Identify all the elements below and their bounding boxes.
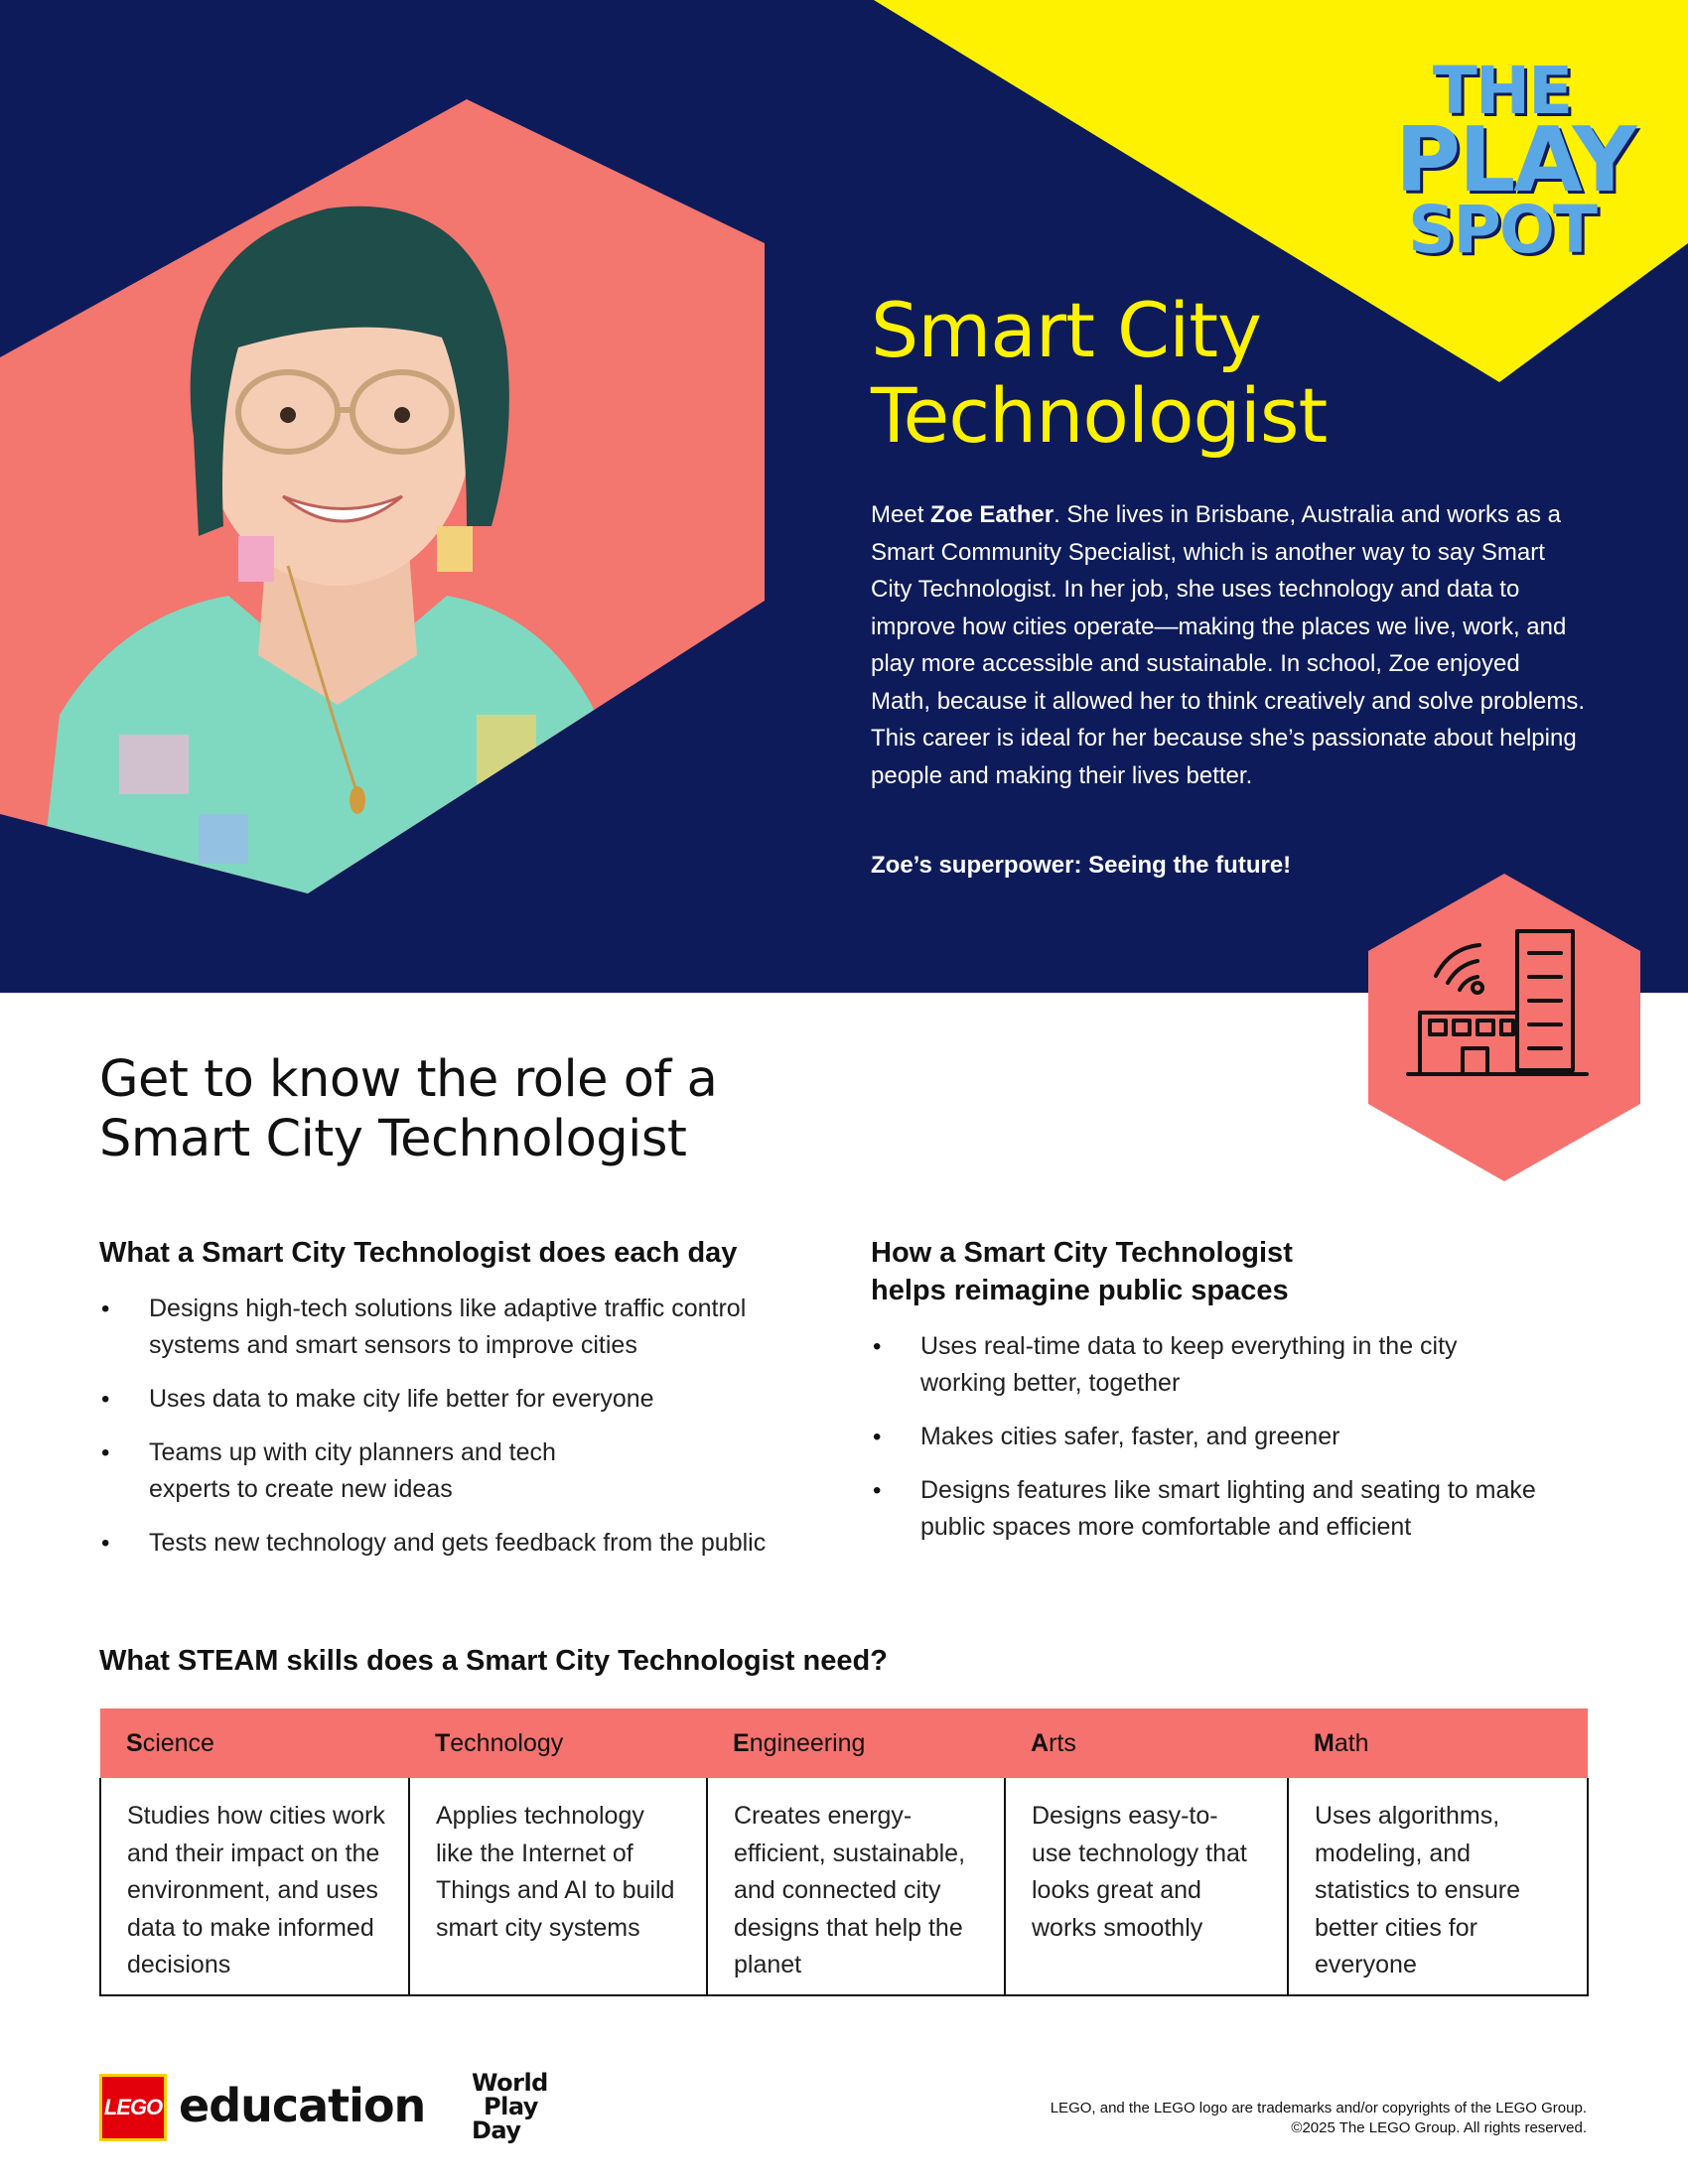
superpower-text: Zoe’s superpower: Seeing the future! — [871, 852, 1292, 879]
cell-engineering: Creates energy-efficient, sustainable, and connected city designs that help the planet — [707, 1778, 1005, 1995]
legal-notice — [892, 2099, 1587, 2138]
header-math: Math — [1288, 1708, 1588, 1778]
intro-name: Zoe Eather — [930, 501, 1055, 528]
logo-line-play: PLAY — [1395, 108, 1635, 213]
role-section-title — [99, 1050, 993, 1169]
header-technology: Technology — [409, 1708, 707, 1778]
list-item: • Designs features like smart lighting and seating to make public spaces more comfortable and efficient — [871, 1472, 1588, 1546]
header-science: Science — [100, 1708, 409, 1778]
daily-tasks-list — [99, 1291, 834, 1578]
table-header-row — [100, 1708, 1588, 1778]
list-item: • Teams up with city planners and tech experts to create new ideas — [99, 1434, 834, 1508]
daily-tasks-heading: What a Smart City Technologist does each day — [99, 1237, 738, 1269]
header-engineering: Engineering — [707, 1708, 1005, 1778]
page-title — [871, 288, 1566, 459]
lego-logo-text: LEGO — [103, 2095, 163, 2119]
wpd-line-1: World — [472, 2069, 548, 2097]
hero-banner — [0, 0, 1688, 993]
public-spaces-heading-line-2: helps reimagine public spaces — [871, 1275, 1289, 1306]
list-item: • Designs high-tech solutions like adaptive traffic control systems and smart sensors to improve cities — [99, 1291, 834, 1364]
public-spaces-heading-line-1: How a Smart City Technologist — [871, 1237, 1293, 1269]
wpd-line-3: Day — [472, 2116, 521, 2144]
the-play-spot-logo — [1395, 53, 1635, 269]
role-title-line-2: Smart City Technologist — [99, 1110, 687, 1168]
logo-line-the: THE — [1432, 53, 1572, 129]
wpd-line-2: Play — [484, 2093, 538, 2120]
table-row — [100, 1778, 1588, 1995]
cell-math: Uses algorithms, modeling, and statistics to ensure better cities for everyone — [1288, 1778, 1588, 1995]
title-line-1: Smart City — [871, 286, 1262, 374]
cell-technology: Applies technology like the Internet of Things and AI to build smart city systems — [409, 1778, 707, 1995]
steam-skills-table — [99, 1708, 1589, 1996]
cell-arts: Designs easy-to-use technology that looks great and works smoothly — [1005, 1778, 1288, 1995]
intro-body: . She lives in Brisbane, Australia and works as a Smart Community Specialist, which is another way to say Smart City Technologist. In her job, she uses technology and data to improve how cities operate—making the places we live, work, and play more accessible and sustainable. In school, Zoe enjoyed Math, because it allowed her to think creatively and solve problems. This career is ideal for her because she’s passionate about helping people and making their lives better. — [871, 501, 1586, 789]
list-item: • Tests new technology and gets feedback from the public — [99, 1525, 834, 1562]
legal-line-2: ©2025 The LEGO Group. All rights reserved. — [1291, 2119, 1587, 2136]
steam-skills-heading: What STEAM skills does a Smart City Technologist need? — [99, 1645, 888, 1677]
role-title-line-1: Get to know the role of a — [99, 1050, 718, 1109]
title-line-2: Technologist — [871, 371, 1328, 460]
logo-line-spot: SPOT — [1407, 192, 1597, 269]
footer-logos — [99, 2071, 596, 2142]
list-item: • Makes cities safer, faster, and greener — [871, 1419, 1588, 1455]
list-item: • Uses data to make city life better for everyone — [99, 1381, 834, 1418]
header-arts: Arts — [1005, 1708, 1288, 1778]
portrait-photo — [0, 99, 765, 893]
public-spaces-list — [871, 1328, 1588, 1563]
cell-science: Studies how cities work and their impact on the environment, and uses data to make informed decisions — [100, 1778, 409, 1995]
education-logo: education — [179, 2079, 426, 2132]
smart-building-icon — [1368, 874, 1640, 1181]
public-spaces-heading — [871, 1234, 1586, 1309]
legal-line-1: LEGO, and the LEGO logo are trademarks and/or copyrights of the LEGO Group. — [1050, 2100, 1587, 2116]
intro-paragraph — [871, 496, 1586, 794]
lego-logo — [99, 2074, 167, 2141]
list-item: • Uses real-time data to keep everything in the city working better, together — [871, 1328, 1588, 1402]
intro-prefix: Meet — [871, 501, 931, 528]
world-play-day-logo — [472, 2071, 591, 2142]
